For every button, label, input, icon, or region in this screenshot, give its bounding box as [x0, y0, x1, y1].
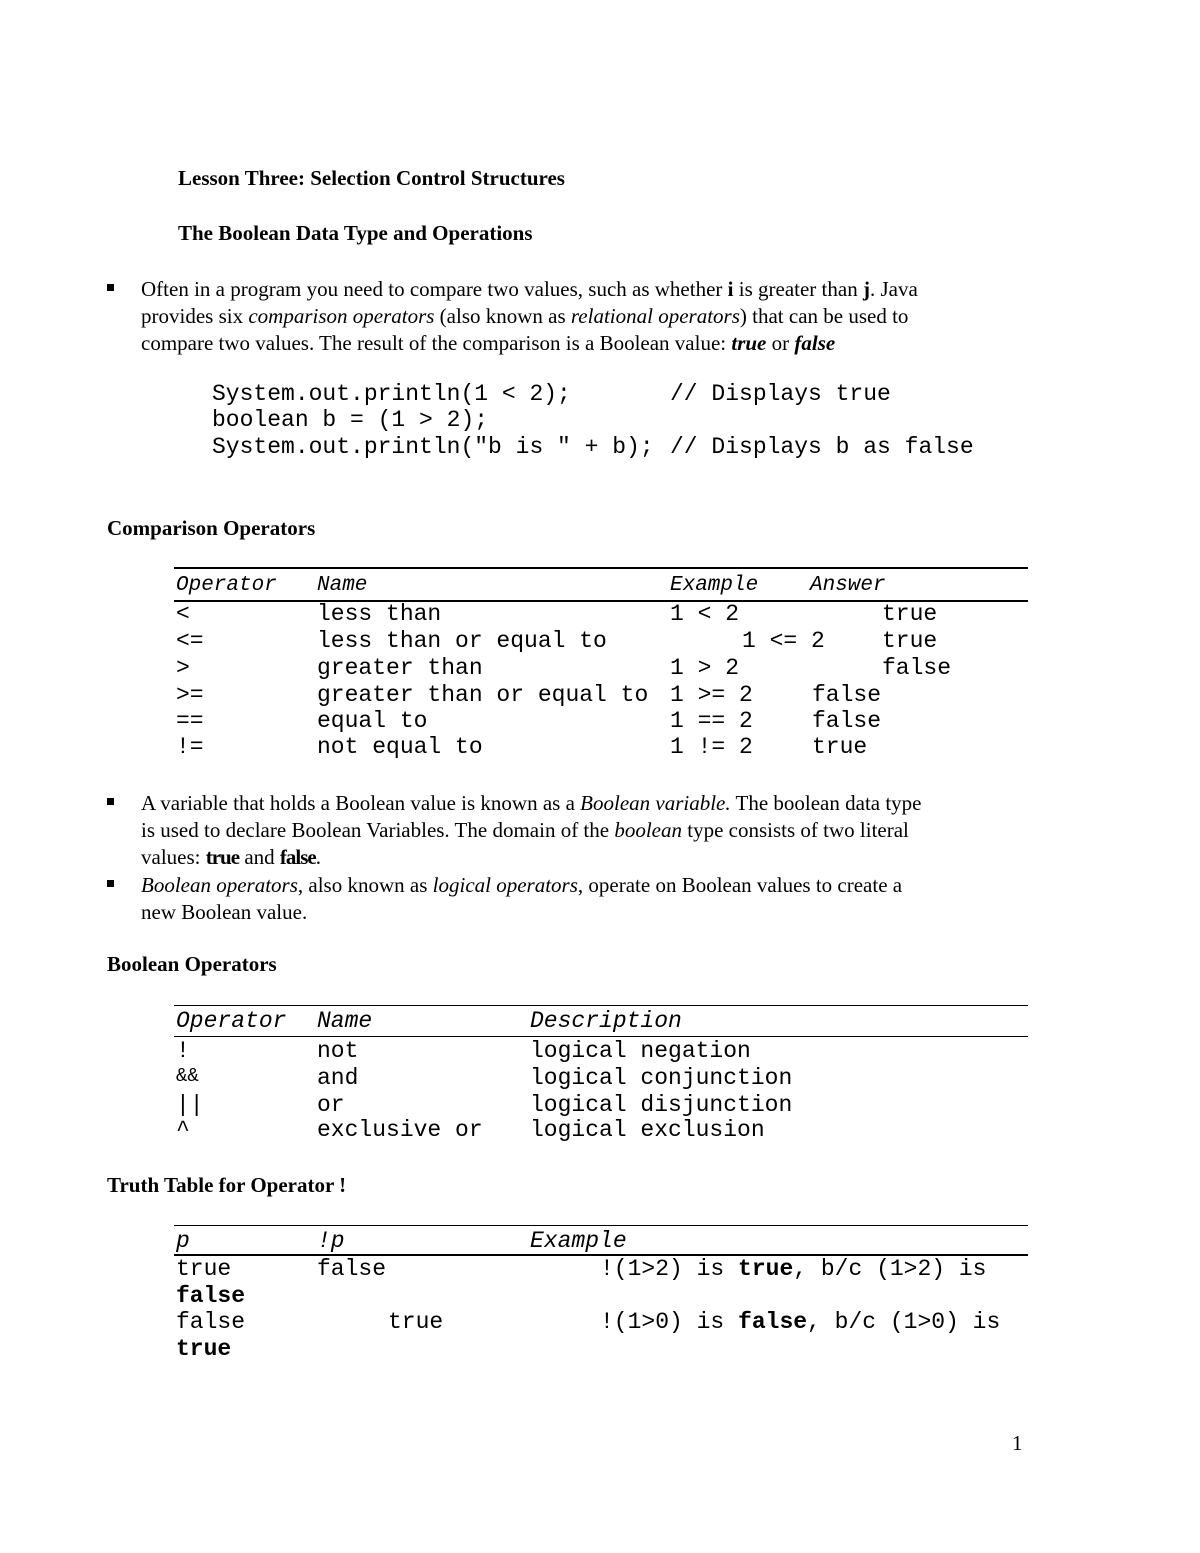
table-cell: false: [882, 655, 952, 681]
table-cell: ||: [176, 1092, 204, 1118]
paragraph-line: [141, 276, 1041, 303]
text: Often in a program you need to compare two values, such as whether: [141, 277, 728, 301]
text: and: [239, 845, 280, 869]
var-j: j: [862, 277, 870, 301]
table-top-rule: [174, 1225, 1028, 1226]
table-cell: true: [882, 601, 938, 627]
page-title: Lesson Three: Selection Control Structures: [178, 166, 565, 190]
term-comparison-operators: comparison operators: [248, 304, 435, 328]
text: is used to declare Boolean Variables. The domain of the: [141, 818, 615, 842]
paragraph-boolean-operators: [141, 872, 1041, 926]
term-boolean: boolean: [614, 818, 682, 842]
table-cell: !: [176, 1038, 190, 1064]
text: new Boolean value.: [141, 900, 308, 924]
text: A variable that holds a Boolean value is known as a: [141, 791, 581, 815]
truth-table-heading: Truth Table for Operator !: [107, 1173, 347, 1197]
text: , operate on Boolean values to create a: [577, 873, 903, 897]
text: . Java: [869, 277, 918, 301]
term-boolean-operators: Boolean operators: [141, 873, 298, 897]
text: type consists of two literal: [682, 818, 909, 842]
code-line-1: System.out.println(1 < 2);: [212, 381, 571, 407]
col-header-example: Example: [670, 574, 759, 597]
bullet-icon: [107, 798, 114, 805]
table-cell: >=: [176, 682, 204, 708]
table-cell: exclusive or: [317, 1117, 483, 1143]
col-header-operator: Operator: [176, 574, 277, 597]
col-header-not-p: !p: [317, 1228, 345, 1254]
table-cell: <=: [176, 628, 204, 654]
text: The boolean data type: [730, 791, 922, 815]
table-cell: &&: [176, 1065, 199, 1087]
text: compare two values. The result of the comparison is a Boolean value:: [141, 331, 732, 355]
table-cell: true: [882, 628, 938, 654]
col-header-name: Name: [317, 574, 368, 597]
term-false: false: [794, 331, 836, 355]
boolean-operators-heading: Boolean Operators: [107, 952, 277, 976]
code-comment-3: // Displays b as false: [670, 434, 974, 460]
table-cell-example: [600, 1256, 986, 1282]
paragraph-line: [141, 330, 1041, 357]
text: ) that can be used to: [739, 304, 909, 328]
paragraph-line: [141, 844, 1041, 871]
table-cell: logical disjunction: [530, 1092, 793, 1118]
text: , also known as: [297, 873, 433, 897]
table-cell: not equal to: [317, 734, 483, 760]
table-cell: false: [176, 1309, 246, 1335]
term-logical-operators: logical operators: [432, 873, 578, 897]
table-cell: or: [317, 1092, 345, 1118]
table-cell: and: [317, 1065, 359, 1091]
text: provides six: [141, 304, 249, 328]
comparison-operators-heading: Comparison Operators: [107, 516, 316, 540]
col-header-operator: Operator: [176, 1008, 287, 1034]
literal-true: true: [205, 845, 240, 869]
table-cell-wrap: true: [176, 1336, 232, 1362]
table-cell: 1 == 2: [670, 708, 753, 734]
text: , b/c (1>0) is: [807, 1309, 1001, 1335]
table-cell: greater than: [317, 655, 483, 681]
table-header-rule: [174, 1036, 1028, 1037]
table-cell: ==: [176, 708, 204, 734]
literal-false: false: [279, 845, 316, 869]
table-cell: true: [388, 1309, 444, 1335]
example-value: false: [738, 1309, 808, 1335]
text: values:: [141, 845, 206, 869]
example-value: true: [738, 1256, 794, 1282]
text: (also known as: [434, 304, 571, 328]
table-cell: true: [812, 734, 868, 760]
table-top-rule: [174, 567, 1028, 569]
term-relational-operators: relational operators: [570, 304, 740, 328]
paragraph-line: [141, 790, 1041, 817]
col-header-example: Example: [530, 1228, 627, 1254]
table-cell: <: [176, 601, 190, 627]
text: !(1>0) is: [600, 1309, 739, 1335]
table-cell: not: [317, 1038, 359, 1064]
code-comment-1: // Displays true: [670, 381, 891, 407]
text: .: [315, 845, 321, 869]
table-cell: less than: [317, 601, 442, 627]
table-cell: 1 < 2: [670, 601, 740, 627]
table-cell: 1 != 2: [670, 734, 753, 760]
code-line-3: System.out.println("b is " + b);: [212, 434, 654, 460]
table-cell: false: [812, 708, 882, 734]
table-cell: logical exclusion: [530, 1117, 765, 1143]
paragraph-line: [141, 817, 1041, 844]
table-top-rule: [174, 1005, 1028, 1006]
table-cell: false: [812, 682, 882, 708]
page-number: 1: [1012, 1431, 1023, 1455]
table-cell: 1 > 2: [670, 655, 740, 681]
table-cell: logical conjunction: [530, 1065, 793, 1091]
text: or: [766, 331, 795, 355]
var-i: i: [727, 277, 734, 301]
table-cell: logical negation: [530, 1038, 751, 1064]
col-header-answer: Answer: [810, 574, 886, 597]
col-header-description: Description: [530, 1008, 682, 1034]
table-cell: 1 >= 2: [670, 682, 753, 708]
col-header-p: p: [176, 1228, 190, 1254]
paragraph-boolean-variable: [141, 790, 1041, 871]
table-cell: >: [176, 655, 190, 681]
table-cell: false: [317, 1256, 387, 1282]
table-cell: equal to: [317, 708, 428, 734]
paragraph-comparison-intro: [141, 276, 1041, 357]
paragraph-line: [141, 872, 1041, 899]
col-header-name: Name: [317, 1008, 373, 1034]
table-cell-wrap: false: [176, 1283, 246, 1309]
table-cell: ^: [176, 1117, 190, 1143]
table-cell: 1 <= 2: [742, 628, 825, 654]
paragraph-line: [141, 899, 1041, 926]
table-cell: true: [176, 1256, 232, 1282]
text: is greater than: [733, 277, 863, 301]
code-line-2: boolean b = (1 > 2);: [212, 407, 489, 433]
text: , b/c (1>2) is: [793, 1256, 987, 1282]
table-cell: greater than or equal to: [317, 682, 649, 708]
term-boolean-variable: Boolean variable.: [580, 791, 731, 815]
table-cell: less than or equal to: [317, 628, 607, 654]
bullet-icon: [107, 880, 114, 887]
paragraph-line: [141, 303, 1041, 330]
section-subtitle: The Boolean Data Type and Operations: [178, 221, 533, 245]
term-true: true: [731, 331, 767, 355]
table-cell-example: [600, 1309, 1000, 1335]
table-cell: !=: [176, 734, 204, 760]
text: !(1>2) is: [600, 1256, 739, 1282]
bullet-icon: [107, 284, 114, 291]
